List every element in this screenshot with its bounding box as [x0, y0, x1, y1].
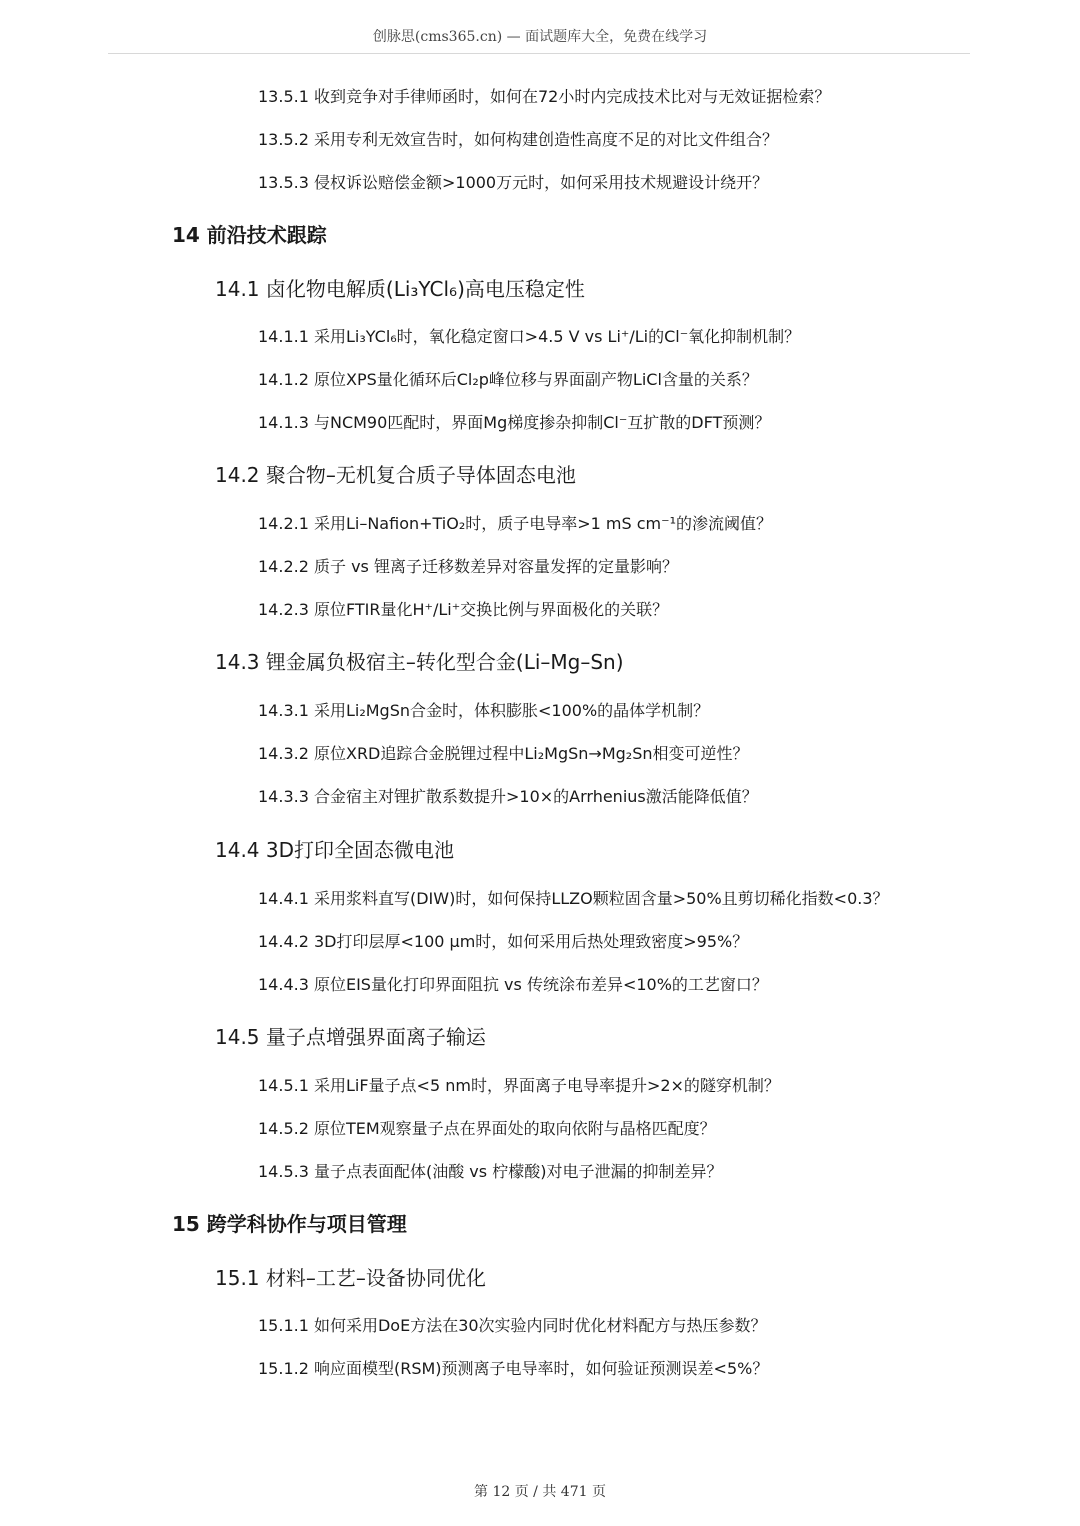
question-14-4-1: 14.4.1 采用浆料直写(DIW)时，如何保持LLZO颗粒固含量>50%且剪切稀化指数<0.3？ — [258, 889, 889, 908]
question-14-5-2: 14.5.2 原位TEM观察量子点在界面处的取向依附与晶格匹配度？ — [258, 1119, 716, 1138]
chapter-heading-15: 15 跨学科协作与项目管理 — [172, 1212, 407, 1236]
question-14-1-1: 14.1.1 采用Li₃YCl₆时，氧化稳定窗口>4.5 V vs Li⁺/Li的Cl⁻氧化抑制机制？ — [258, 327, 801, 346]
question-13-5-2: 13.5.2 采用专利无效宣告时，如何构建创造性高度不足的对比文件组合？ — [258, 130, 778, 149]
question-14-1-3: 14.1.3 与NCM90匹配时，界面Mg梯度掺杂抑制Cl⁻互扩散的DFT预测？ — [258, 413, 771, 432]
page-footer: 第 12 页 / 共 471 页 — [474, 1484, 606, 1500]
section-heading-14-5: 14.5 量子点增强界面离子输运 — [215, 1025, 486, 1049]
section-heading-14-3: 14.3 锂金属负极宿主–转化型合金(Li–Mg–Sn) — [215, 650, 624, 674]
question-14-5-1: 14.5.1 采用LiF量子点<5 nm时，界面离子电导率提升>2×的隧穿机制？ — [258, 1076, 780, 1095]
question-14-4-2: 14.4.2 3D打印层厚<100 μm时，如何采用后热处理致密度>95%？ — [258, 932, 749, 951]
section-heading-14-1: 14.1 卤化物电解质(Li₃YCl₆)高电压稳定性 — [215, 277, 585, 301]
question-14-2-3: 14.2.3 原位FTIR量化H⁺/Li⁺交换比例与界面极化的关联？ — [258, 600, 669, 619]
question-14-3-3: 14.3.3 合金宿主对锂扩散系数提升>10×的Arrhenius激活能降低值？ — [258, 787, 758, 806]
question-14-2-2: 14.2.2 质子 vs 锂离子迁移数差异对容量发挥的定量影响？ — [258, 557, 678, 576]
header-divider — [108, 53, 970, 54]
question-14-5-3: 14.5.3 量子点表面配体(油酸 vs 柠檬酸)对电子泄漏的抑制差异？ — [258, 1162, 723, 1181]
question-14-4-3: 14.4.3 原位EIS量化打印界面阻抗 vs 传统涂布差异<10%的工艺窗口？ — [258, 975, 768, 994]
section-heading-14-2: 14.2 聚合物–无机复合质子导体固态电池 — [215, 463, 576, 487]
question-15-1-2: 15.1.2 响应面模型(RSM)预测离子电导率时，如何验证预测误差<5%？ — [258, 1359, 769, 1378]
page-header: 创脉思(cms365.cn) — 面试题库大全，免费在线学习 — [372, 29, 708, 45]
question-15-1-1: 15.1.1 如何采用DoE方法在30次实验内同时优化材料配方与热压参数？ — [258, 1316, 767, 1335]
question-14-1-2: 14.1.2 原位XPS量化循环后Cl₂p峰位移与界面副产物LiCl含量的关系？ — [258, 370, 758, 389]
section-heading-14-4: 14.4 3D打印全固态微电池 — [215, 838, 455, 862]
section-heading-15-1: 15.1 材料–工艺–设备协同优化 — [215, 1266, 486, 1290]
question-14-2-1: 14.2.1 采用Li–Nafion+TiO₂时，质子电导率>1 mS cm⁻¹的渗流阈值？ — [258, 514, 773, 533]
chapter-heading-14: 14 前沿技术跟踪 — [172, 223, 327, 247]
question-13-5-3: 13.5.3 侵权诉讼赔偿金额>1000万元时，如何采用技术规避设计绕开？ — [258, 173, 769, 192]
question-14-3-2: 14.3.2 原位XRD追踪合金脱锂过程中Li₂MgSn→Mg₂Sn相变可逆性？ — [258, 744, 749, 763]
question-13-5-1: 13.5.1 收到竞争对手律师函时，如何在72小时内完成技术比对与无效证据检索？ — [258, 87, 831, 106]
question-14-3-1: 14.3.1 采用Li₂MgSn合金时，体积膨胀<100%的晶体学机制？ — [258, 701, 710, 720]
